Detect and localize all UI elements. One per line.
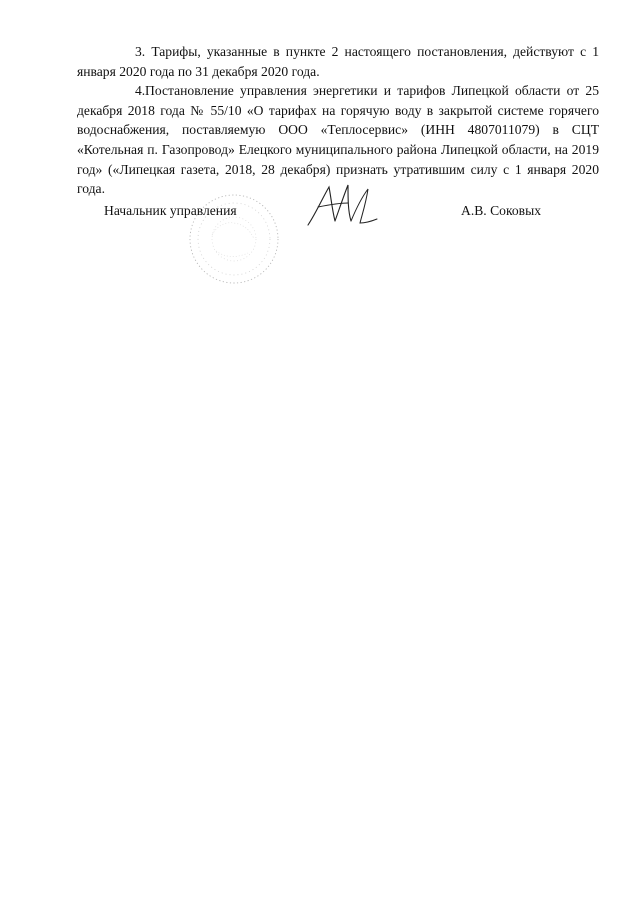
- handwritten-signature: [302, 181, 380, 231]
- signatory-title: Начальник управления: [104, 203, 237, 218]
- paragraph-3-number: 3.: [135, 44, 146, 59]
- paragraph-4-number: 4.: [135, 83, 146, 99]
- paragraph-4-text: Постановление управления энергетики и тарифов Липецкой области от 25 декабря 2018 года № 55/10 «О тарифах на горячую воду в закрытой системе горячего водоснабжения, поставляемую ООО «Теплосервис» (ИНН 4807011079) в СЦТ «Котельная п. Газопровод» Елецкого муниципального района Липецкой области, на 2019 год» («Липецкая газета, 2018, 28 декабря) признать утратившим силу с 1 января 2020 года.: [77, 83, 599, 197]
- signatory-name: А.В. Соковых: [461, 203, 542, 218]
- document-body: [77, 42, 599, 199]
- paragraph-3-text: Тарифы, указанные в пункте 2 настоящего постановления, действуют с 1 января 2020 года по 31 декабря 2020 года.: [77, 44, 599, 79]
- paragraph-3: [77, 42, 599, 81]
- signature-block: [104, 203, 574, 283]
